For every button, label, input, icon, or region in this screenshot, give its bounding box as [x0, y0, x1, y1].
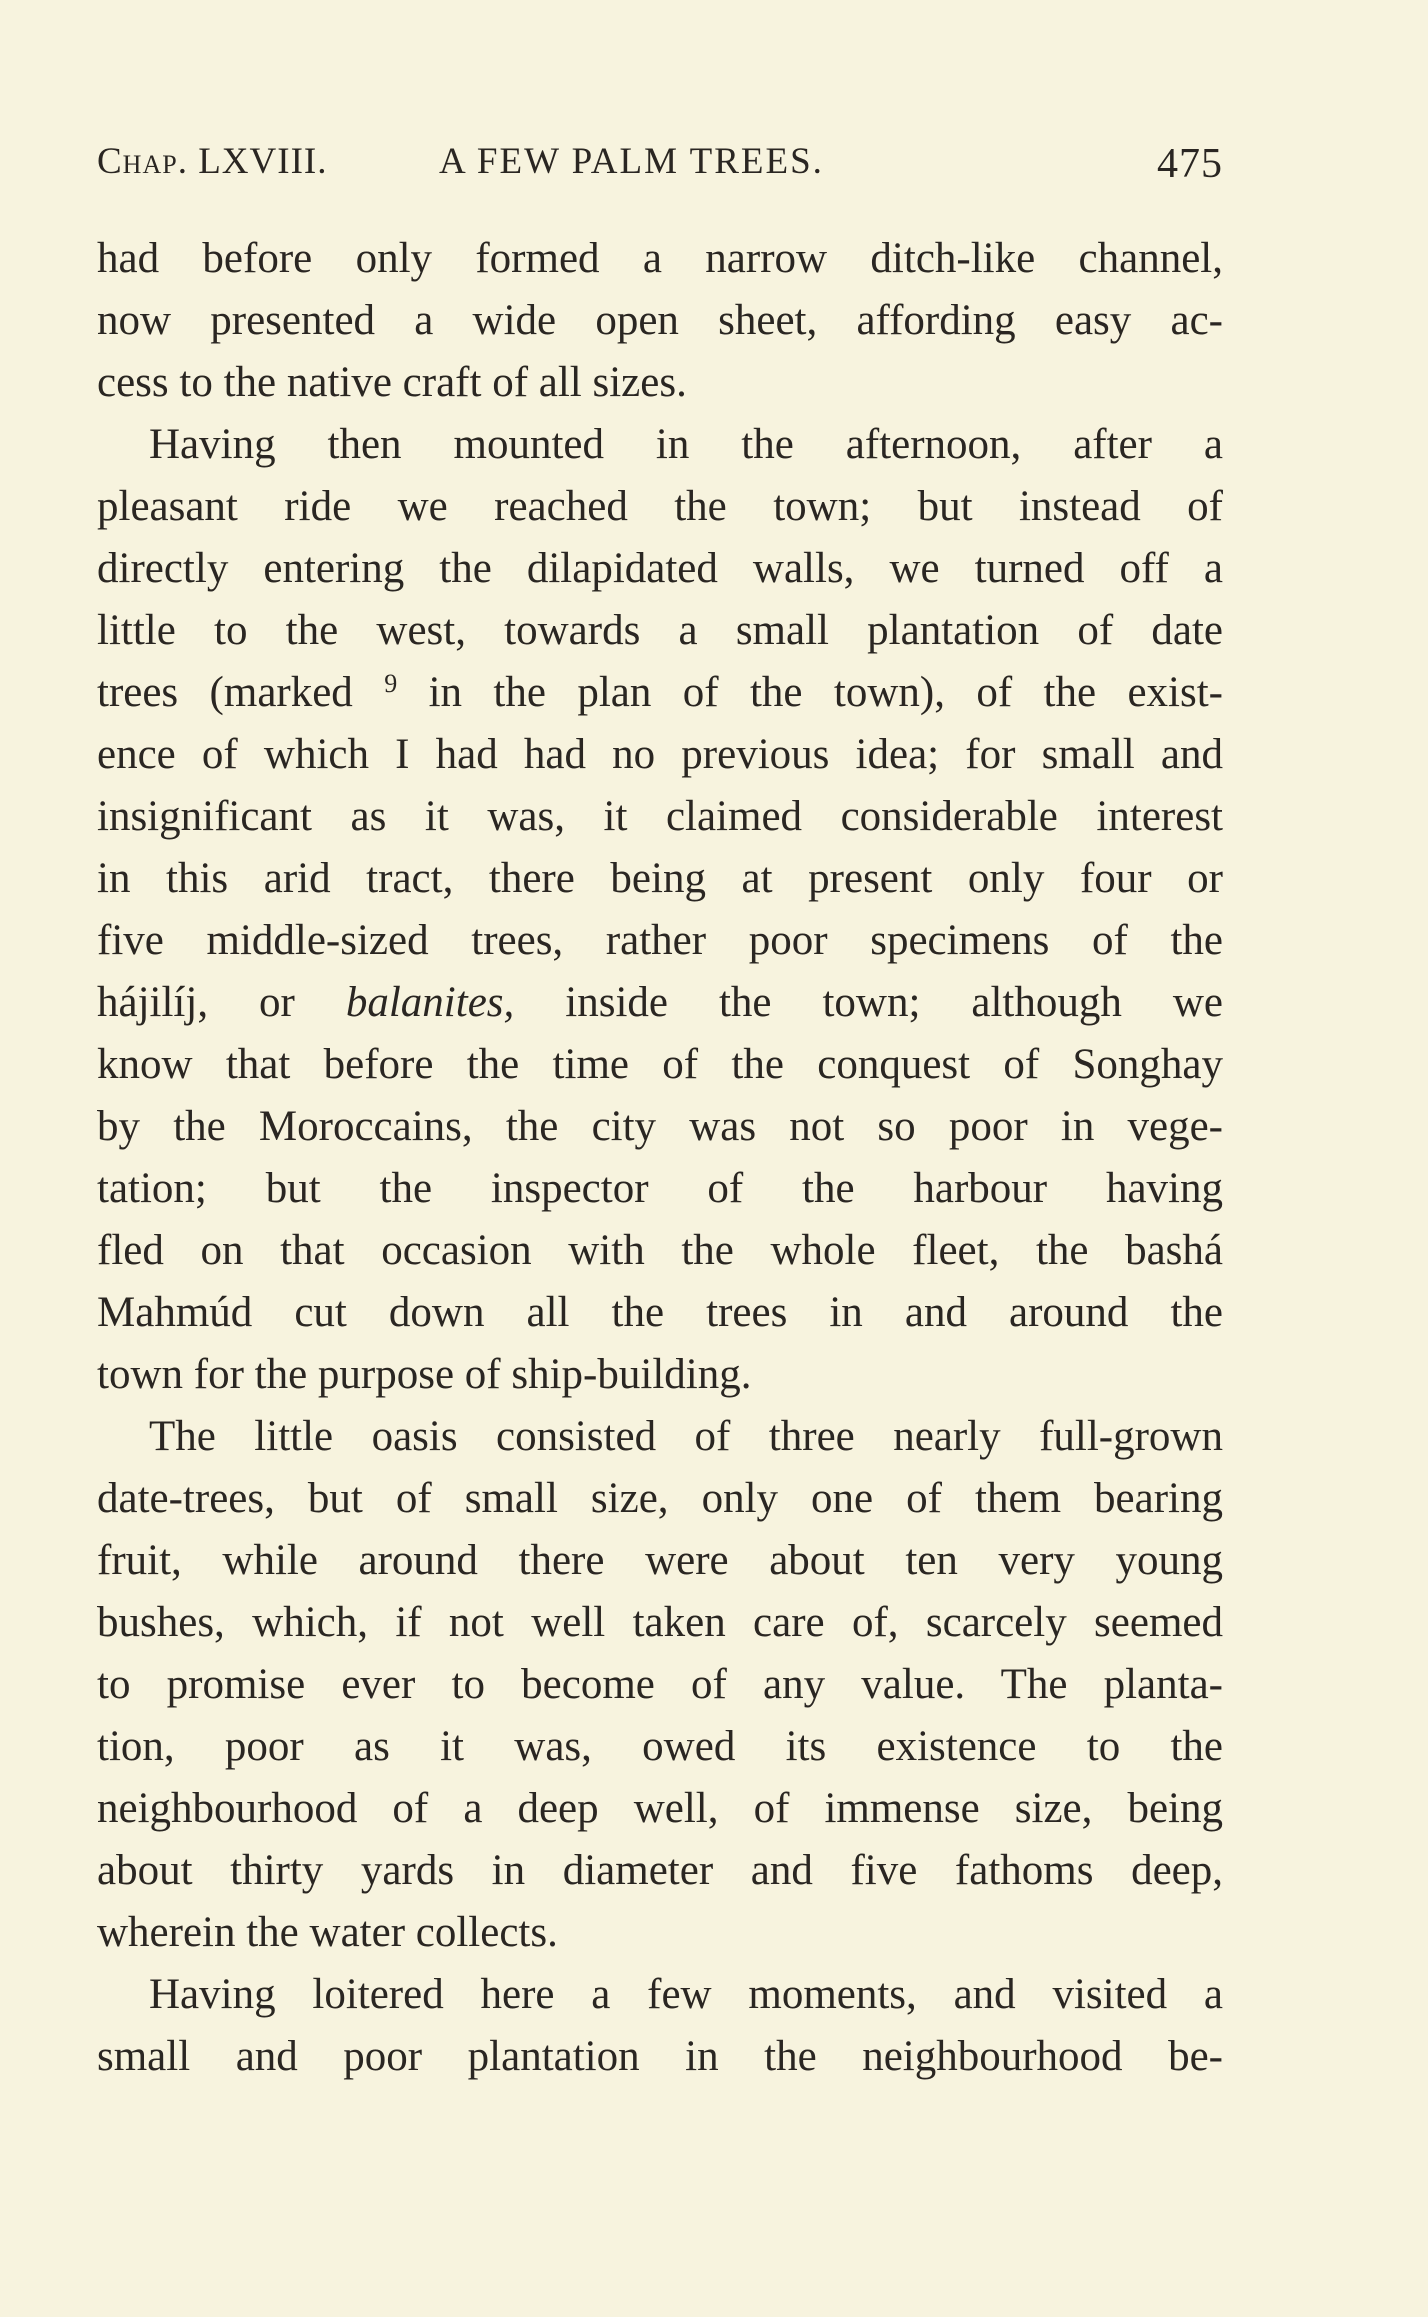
text-line: about thirty yards in diameter and five fathoms deep, [97, 1847, 1223, 1894]
body-text [97, 228, 1223, 2088]
text-line: know that before the time of the conquest of Songhay [97, 1041, 1223, 1088]
running-head [97, 140, 1223, 190]
text-line: Having then mounted in the afternoon, after a [149, 421, 1223, 468]
text-line: insignificant as it was, it claimed considerable interest [97, 793, 1223, 840]
running-title: A FEW PALM TREES. [439, 141, 824, 182]
text-fragment: inside the town; although we [565, 979, 1224, 1026]
plan-reference-number: 9 [384, 669, 398, 698]
text-fragment: trees (marked [97, 669, 353, 716]
text-line: date-trees, but of small size, only one of them bearing [97, 1475, 1223, 1522]
text-fragment: in the plan of the town), of the exist- [428, 669, 1223, 716]
text-line: ence of which I had had no previous idea; for small and [97, 731, 1223, 778]
text-line: five middle-sized trees, rather poor specimens of the [97, 917, 1223, 964]
italic-term: balanites, [345, 979, 515, 1026]
text-line: cess to the native craft of all sizes. [97, 359, 687, 406]
text-line: in this arid tract, there being at present only four or [97, 855, 1223, 902]
text-line: The little oasis consisted of three nearly full-grown [149, 1413, 1223, 1460]
text-line: to promise ever to become of any value. The planta- [97, 1661, 1223, 1708]
text-line: tion, poor as it was, owed its existence to the [97, 1723, 1223, 1770]
text-line: fruit, while around there were about ten very young [97, 1537, 1223, 1584]
chapter-label [97, 140, 327, 183]
text-line: now presented a wide open sheet, affording easy ac- [97, 297, 1223, 344]
text-line: neighbourhood of a deep well, of immense size, being [97, 1785, 1223, 1832]
text-line: had before only formed a narrow ditch-like channel, [97, 235, 1223, 282]
text-line: Mahmúd cut down all the trees in and around the [97, 1289, 1223, 1336]
text-line: tation; but the inspector of the harbour having [97, 1165, 1223, 1212]
text-line [97, 972, 1223, 1034]
text-line: by the Moroccains, the city was not so poor in vege- [97, 1103, 1223, 1150]
text-line: small and poor plantation in the neighbourhood be- [97, 2033, 1223, 2080]
page-number: 475 [1157, 141, 1223, 187]
text-line: Having loitered here a few moments, and visited a [149, 1971, 1223, 2018]
chapter-number: LXVIII. [198, 141, 328, 182]
text-line: little to the west, towards a small plantation of date [97, 607, 1223, 654]
text-line: pleasant ride we reached the town; but instead of [97, 483, 1223, 530]
text-line: directly entering the dilapidated walls, we turned off a [97, 545, 1223, 592]
text-line: bushes, which, if not well taken care of, scarcely seemed [97, 1599, 1223, 1646]
text-fragment: hájilíj, or [97, 979, 295, 1026]
chapter-prefix: Chap. [97, 141, 188, 182]
text-line: fled on that occasion with the whole fleet, the bashá [97, 1227, 1223, 1274]
text-line: wherein the water collects. [97, 1909, 558, 1956]
text-line [97, 662, 1223, 724]
text-line: town for the purpose of ship-building. [97, 1351, 752, 1398]
